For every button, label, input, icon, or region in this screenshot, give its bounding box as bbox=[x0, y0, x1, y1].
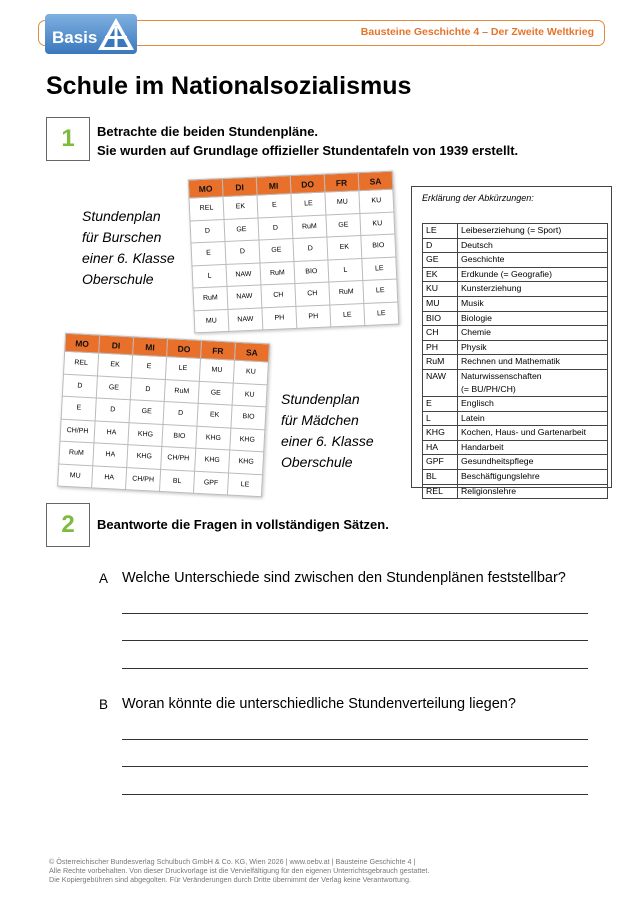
legend-row bbox=[423, 355, 608, 370]
legend-row bbox=[423, 469, 608, 484]
schedule-cell: HA bbox=[92, 465, 127, 489]
legend-abbr: MU bbox=[423, 296, 458, 311]
legend-row bbox=[423, 426, 608, 441]
legend-meaning: Rechnen und Mathematik bbox=[458, 355, 608, 370]
legend-meaning: Kunsterziehung bbox=[458, 282, 608, 297]
question-a-letter: A bbox=[99, 571, 109, 586]
schedule-cell: NAW bbox=[226, 262, 261, 286]
day-header: DI bbox=[222, 177, 257, 196]
footer-line: Alle Rechte vorbehalten. Von dieser Druckvorlage ist die Vervielfältigung für den eigenen Unterrichtsgebrauch gestattet. bbox=[49, 866, 430, 875]
schedule-cell: MU bbox=[58, 464, 93, 488]
schedule-cell: GPF bbox=[193, 471, 228, 495]
legend-abbr: GPF bbox=[423, 455, 458, 470]
answer-line[interactable] bbox=[122, 794, 588, 795]
legend-meaning-line: Naturwissenschaften bbox=[461, 370, 542, 381]
logo-text: Basis bbox=[52, 28, 98, 47]
answer-line[interactable] bbox=[122, 668, 588, 669]
schedule-cell: KU bbox=[233, 360, 268, 384]
legend-table bbox=[422, 223, 608, 499]
legend-row bbox=[423, 224, 608, 239]
schedule-cell: RuM bbox=[260, 261, 295, 285]
schedule-cell: D bbox=[95, 398, 130, 422]
schedule-cell: KHG bbox=[195, 448, 230, 472]
legend-abbr: GE bbox=[423, 253, 458, 268]
legend-meaning: Handarbeit bbox=[458, 440, 608, 455]
legend-abbr: D bbox=[423, 238, 458, 253]
legend-abbr: LE bbox=[423, 224, 458, 239]
footer-line: Die Kopiergebühren sind abgegolten. Für Veränderungen durch Dritte übernimmt der Verlag keine Verantwortung. bbox=[49, 875, 411, 884]
schedule-cell: RuM bbox=[164, 379, 199, 403]
legend-meaning: Physik bbox=[458, 340, 608, 355]
schedule-cell: BIO bbox=[361, 234, 396, 258]
task1-text bbox=[97, 122, 518, 160]
legend-meaning: Beschäftigungslehre bbox=[458, 469, 608, 484]
legend-abbr: KHG bbox=[423, 426, 458, 441]
schedule-cell: RuM bbox=[193, 286, 228, 310]
legend-title: Erklärung der Abkürzungen: bbox=[422, 193, 534, 203]
legend-abbr: RuM bbox=[423, 355, 458, 370]
legend-abbr: CH bbox=[423, 326, 458, 341]
abbreviation-legend bbox=[411, 186, 612, 496]
legend-row bbox=[423, 369, 608, 396]
schedule-cell: KHG bbox=[196, 426, 231, 450]
legend-meaning: Deutsch bbox=[458, 238, 608, 253]
caption-boys-line: Stundenplan bbox=[82, 208, 161, 224]
schedule-cell: E bbox=[191, 241, 226, 265]
legend-abbr: L bbox=[423, 411, 458, 426]
schedule-cell: KU bbox=[232, 383, 267, 407]
schedule-cell: LE bbox=[227, 472, 262, 496]
page-title: Schule im Nationalsozialismus bbox=[46, 72, 412, 100]
task2-number: 2 bbox=[61, 511, 75, 538]
schedule-cell: EK bbox=[327, 236, 362, 260]
answer-line[interactable] bbox=[122, 739, 588, 740]
schedule-cell: GE bbox=[129, 400, 164, 424]
legend-abbr: NAW bbox=[423, 369, 458, 396]
caption-girls-line: einer 6. Klasse bbox=[281, 433, 374, 449]
schedule-cell: BL bbox=[159, 469, 194, 493]
schedule-cell: PH bbox=[262, 306, 297, 330]
legend-row bbox=[423, 326, 608, 341]
task1-line2: Sie wurden auf Grundlage offizieller Stundentafeln von 1939 erstellt. bbox=[97, 143, 519, 158]
schedule-cell: EK bbox=[97, 353, 132, 377]
legend-meaning: Englisch bbox=[458, 396, 608, 411]
schedule-cell: KHG bbox=[230, 428, 265, 452]
schedule-cell: HA bbox=[94, 420, 129, 444]
schedule-cell: EK bbox=[197, 403, 232, 427]
schedule-cell: LE bbox=[165, 357, 200, 381]
legend-abbr: E bbox=[423, 396, 458, 411]
day-header: DO bbox=[167, 339, 202, 359]
legend-abbr: REL bbox=[423, 484, 458, 499]
day-header: MI bbox=[256, 176, 291, 195]
schedule-cell: LE bbox=[363, 279, 398, 303]
day-header: DO bbox=[290, 174, 325, 193]
day-header: FR bbox=[324, 173, 359, 192]
legend-meaning: Religionslehre bbox=[458, 484, 608, 499]
day-header: SA bbox=[234, 342, 269, 362]
caption-girls bbox=[281, 389, 374, 473]
schedule-cell: MU bbox=[194, 309, 229, 333]
task1-line1: Betrachte die beiden Stundenpläne. bbox=[97, 124, 319, 139]
task2-number-box bbox=[46, 503, 90, 547]
footer bbox=[49, 857, 429, 884]
legend-abbr: BL bbox=[423, 469, 458, 484]
schedule-cell: LE bbox=[330, 303, 365, 327]
schedule-cell: BIO bbox=[162, 424, 197, 448]
legend-row bbox=[423, 411, 608, 426]
schedule-cell: RuM bbox=[59, 441, 94, 465]
legend-meaning: Erdkunde (= Geografie) bbox=[458, 267, 608, 282]
schedule-cell: D bbox=[258, 216, 293, 240]
schedule-cell: NAW bbox=[227, 285, 262, 309]
schedule-cell: E bbox=[257, 194, 292, 218]
legend-meaning: Geschichte bbox=[458, 253, 608, 268]
schedule-cell: D bbox=[225, 240, 260, 264]
legend-row bbox=[423, 238, 608, 253]
schedule-cell: E bbox=[61, 396, 96, 420]
schedule-cell: NAW bbox=[228, 307, 263, 331]
legend-row bbox=[423, 484, 608, 499]
basis-logo bbox=[45, 14, 137, 54]
schedule-cell: KU bbox=[360, 212, 395, 236]
schedule-cell: D bbox=[62, 374, 97, 398]
schedule-cell: REL bbox=[64, 351, 99, 375]
day-header: MO bbox=[188, 179, 223, 198]
schedule-cell: EK bbox=[223, 195, 258, 219]
question-b-letter: B bbox=[99, 697, 109, 712]
legend-abbr: KU bbox=[423, 282, 458, 297]
schedule-cell: LE bbox=[291, 192, 326, 216]
schedule-cell: GE bbox=[259, 239, 294, 263]
answer-line[interactable] bbox=[122, 613, 588, 614]
answer-line[interactable] bbox=[122, 640, 588, 641]
schedule-cell: LE bbox=[364, 301, 399, 325]
schedule-cell: KHG bbox=[127, 445, 162, 469]
legend-abbr: PH bbox=[423, 340, 458, 355]
schedule-cell: GE bbox=[198, 381, 233, 405]
schedule-cell: CH/PH bbox=[161, 446, 196, 470]
schedule-cell: KHG bbox=[229, 450, 264, 474]
answer-line[interactable] bbox=[122, 766, 588, 767]
caption-boys-line: einer 6. Klasse bbox=[82, 250, 175, 266]
schedule-cell: L bbox=[192, 264, 227, 288]
task1-number: 1 bbox=[61, 125, 75, 152]
series-title: Bausteine Geschichte 4 – Der Zweite Weltkrieg bbox=[360, 26, 594, 38]
legend-meaning: Chemie bbox=[458, 326, 608, 341]
legend-meaning bbox=[458, 369, 608, 396]
schedule-cell: D bbox=[163, 402, 198, 426]
schedule-cell: D bbox=[190, 219, 225, 243]
schedule-boys-table bbox=[188, 171, 400, 334]
schedule-cell: CH bbox=[295, 282, 330, 306]
legend-meaning: Biologie bbox=[458, 311, 608, 326]
schedule-girls-table bbox=[57, 333, 270, 498]
schedule-cell: RuM bbox=[329, 281, 364, 305]
legend-meaning: Kochen, Haus- und Gartenarbeit bbox=[458, 426, 608, 441]
schedule-cell: MU bbox=[199, 358, 234, 382]
legend-row bbox=[423, 311, 608, 326]
schedule-cell: GE bbox=[96, 375, 131, 399]
day-header: FR bbox=[201, 340, 236, 360]
legend-abbr: BIO bbox=[423, 311, 458, 326]
schedule-cell: L bbox=[328, 258, 363, 282]
schedule-cell: HA bbox=[93, 443, 128, 467]
schedule-cell: D bbox=[130, 377, 165, 401]
schedule-cell: KU bbox=[359, 189, 394, 213]
day-header: SA bbox=[358, 171, 393, 190]
legend-abbr: HA bbox=[423, 440, 458, 455]
legend-row bbox=[423, 440, 608, 455]
day-header: MI bbox=[133, 337, 168, 357]
footer-line: © Österreichischer Bundesverlag Schulbuch GmbH & Co. KG, Wien 2026 | www.oebv.at | Bausteine Geschichte 4 | bbox=[49, 857, 416, 866]
schedule-cell: REL bbox=[189, 197, 224, 221]
legend-row bbox=[423, 253, 608, 268]
schedule-cell: MU bbox=[325, 191, 360, 215]
schedule-cell: CH/PH bbox=[60, 419, 95, 443]
schedule-cell: RuM bbox=[292, 215, 327, 239]
task1-number-box bbox=[46, 117, 90, 161]
legend-meaning: Gesundheitspflege bbox=[458, 455, 608, 470]
schedule-cell: CH/PH bbox=[126, 467, 161, 491]
day-header: DI bbox=[99, 335, 134, 355]
schedule-cell: PH bbox=[296, 304, 331, 328]
task2-text: Beantworte die Fragen in vollständigen Sätzen. bbox=[97, 517, 389, 532]
legend-row bbox=[423, 455, 608, 470]
schedule-cell: BIO bbox=[231, 405, 266, 429]
legend-meaning: Leibeserziehung (= Sport) bbox=[458, 224, 608, 239]
question-b-text: Woran könnte die unterschiedliche Stundenverteilung liegen? bbox=[122, 696, 516, 712]
schedule-cell: LE bbox=[362, 257, 397, 281]
legend-row bbox=[423, 296, 608, 311]
schedule-cell: E bbox=[131, 355, 166, 379]
schedule-cell: KHG bbox=[128, 422, 163, 446]
caption-girls-line: Stundenplan bbox=[281, 391, 360, 407]
legend-row bbox=[423, 267, 608, 282]
legend-row bbox=[423, 340, 608, 355]
legend-abbr: EK bbox=[423, 267, 458, 282]
caption-girls-line: Oberschule bbox=[281, 454, 353, 470]
schedule-cell: D bbox=[293, 237, 328, 261]
caption-boys-line: Oberschule bbox=[82, 271, 154, 287]
question-a-text: Welche Unterschiede sind zwischen den Stundenplänen feststellbar? bbox=[122, 570, 566, 586]
legend-row bbox=[423, 396, 608, 411]
schedule-cell: CH bbox=[261, 283, 296, 307]
caption-girls-line: für Mädchen bbox=[281, 412, 359, 428]
legend-meaning: Musik bbox=[458, 296, 608, 311]
day-header: MO bbox=[65, 333, 100, 353]
caption-boys bbox=[82, 206, 175, 290]
caption-boys-line: für Burschen bbox=[82, 229, 162, 245]
schedule-cell: GE bbox=[224, 218, 259, 242]
legend-row bbox=[423, 282, 608, 297]
schedule-cell: GE bbox=[326, 213, 361, 237]
legend-meaning-line: (= BU/PH/CH) bbox=[461, 383, 516, 394]
legend-meaning: Latein bbox=[458, 411, 608, 426]
schedule-cell: BIO bbox=[294, 260, 329, 284]
